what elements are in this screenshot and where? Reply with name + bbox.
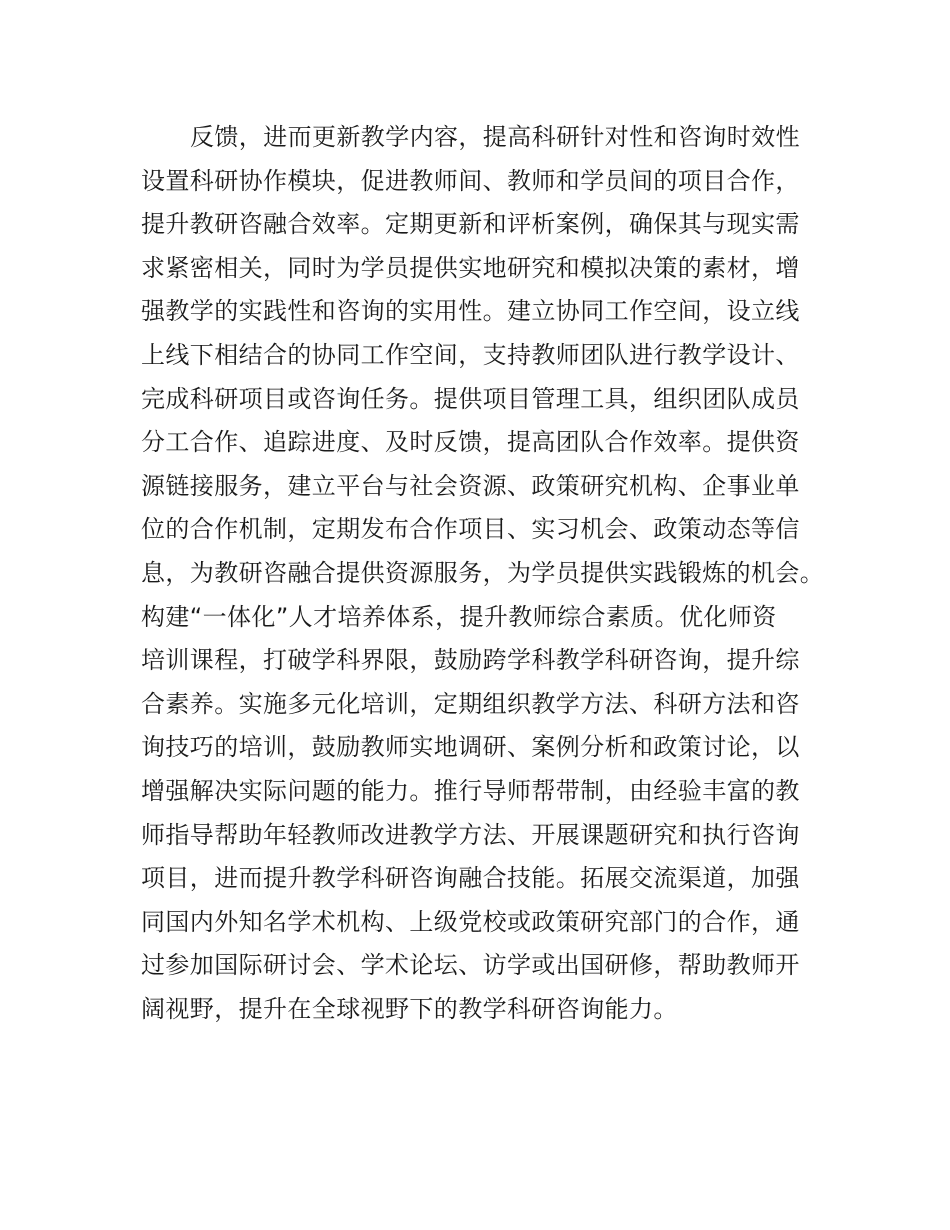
text-line: 分工合作、追踪进度、及时反馈，提高团队合作效率。提供资 [141, 428, 800, 457]
text-line: 项目，进而提升教学科研咨询融合技能。拓展交流渠道，加强 [141, 864, 800, 893]
text-line: 培训课程，打破学科界限，鼓励跨学科教学科研咨询，提升综 [141, 646, 800, 675]
text-line: 构建“一体化”人才培养体系，提升教师综合素质。优化师资 [141, 602, 777, 631]
text-line: 过参加国际研讨会、学术论坛、访学或出国研修，帮助教师开 [141, 951, 800, 980]
text-line: 源链接服务，建立平台与社会资源、政策研究机构、企事业单 [141, 471, 800, 500]
text-line: 同国内外知名学术机构、上级党校或政策研究部门的合作，通 [141, 907, 800, 936]
text-line: 增强解决实际问题的能力。推行导师帮带制，由经验丰富的教 [141, 776, 800, 805]
text-line: 设置科研协作模块，促进教师间、教师和学员间的项目合作， [141, 166, 800, 195]
text-line: 息，为教研咨融合提供资源服务，为学员提供实践锻炼的机会。 [141, 558, 825, 587]
text-line: 强教学的实践性和咨询的实用性。建立协同工作空间，设立线 [141, 297, 800, 326]
text-line: 师指导帮助年轻教师改进教学方法、开展课题研究和执行咨询 [141, 820, 800, 849]
text-line: 询技巧的培训，鼓励教师实地调研、案例分析和政策讨论，以 [141, 733, 800, 762]
text-line: 反馈，进而更新教学内容，提高科研针对性和咨询时效性 [190, 123, 800, 151]
text-line: 阔视野，提升在全球视野下的教学科研咨询能力。 [141, 994, 678, 1023]
text-line: 完成科研项目或咨询任务。提供项目管理工具，组织团队成员 [141, 384, 800, 413]
text-line: 上线下相结合的协同工作空间，支持教师团队进行教学设计、 [141, 340, 800, 369]
text-line: 位的合作机制，定期发布合作项目、实习机会、政策动态等信 [141, 515, 800, 544]
text-line: 提升教研咨融合效率。定期更新和评析案例，确保其与现实需 [141, 210, 800, 239]
body-paragraph [141, 116, 831, 1031]
text-line: 求紧密相关，同时为学员提供实地研究和模拟决策的素材，增 [141, 253, 800, 282]
text-line: 合素养。实施多元化培训，定期组织教学方法、科研方法和咨 [141, 689, 800, 718]
